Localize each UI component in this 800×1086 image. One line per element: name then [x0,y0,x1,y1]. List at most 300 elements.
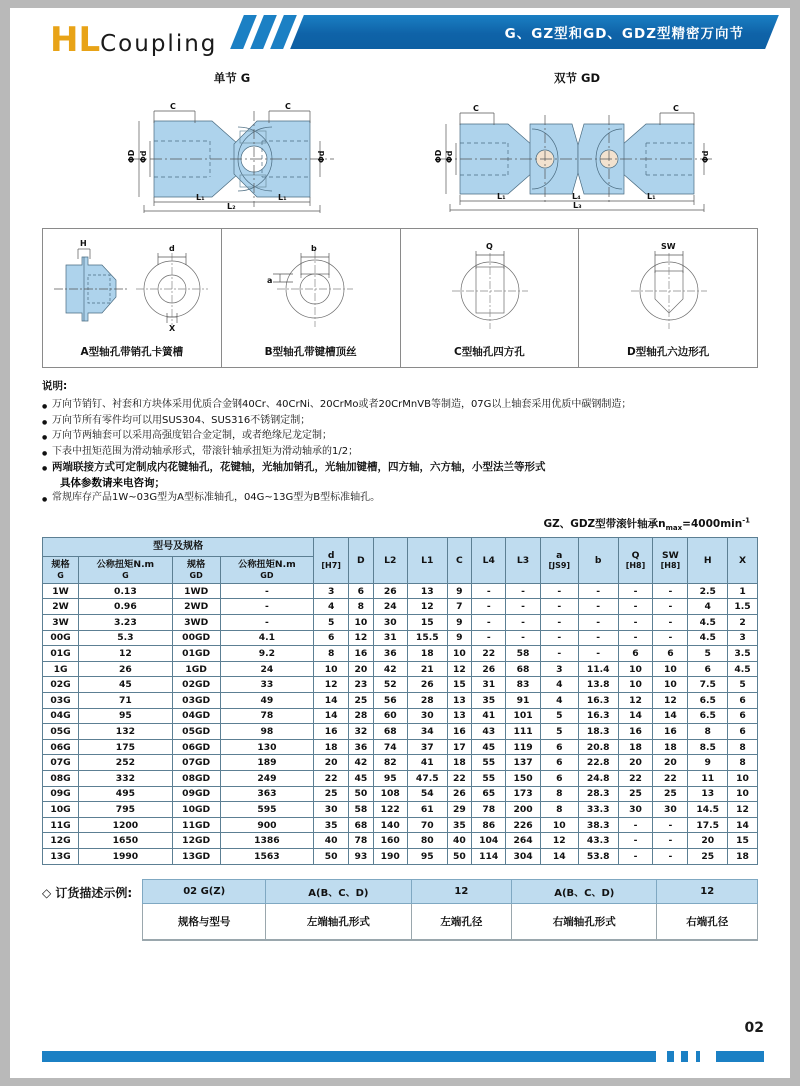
table-cell: 41 [472,708,506,724]
bore-type-panels [42,228,758,368]
technical-drawings [42,70,758,222]
col-Q [618,537,653,583]
col-torque-gd-sub: GD [260,570,274,580]
dim-l3: L₃ [573,201,582,210]
table-cell: - [618,583,653,599]
col-torque-g-sub: G [122,570,129,580]
table-cell: 10 [728,770,758,786]
table-cell: 200 [506,802,540,818]
col-spec-g-label: 规格 [51,559,70,571]
order-description-cell: 左端轴孔形式 [266,903,411,940]
table-row [43,708,758,724]
table-cell: 13 [688,786,728,802]
table-cell: 1 [728,583,758,599]
table-cell: 6 [540,739,578,755]
table-cell: 6 [688,661,728,677]
table-row [43,786,758,802]
table-cell: 20.8 [578,739,618,755]
table-cell: 9 [447,583,471,599]
table-cell: 26 [447,786,471,802]
table-cell: - [506,615,540,631]
table-cell: 18.3 [578,724,618,740]
table-cell: 35 [314,817,349,833]
col-a-sub: [JS9] [548,561,571,571]
table-cell: 12GD [172,833,220,849]
page-number: 02 [744,1020,764,1036]
order-description-row [143,903,758,940]
table-cell: - [540,583,578,599]
footer-bar-dash-1 [667,1051,674,1062]
table-cell: 12 [618,693,653,709]
table-cell: - [506,630,540,646]
table-cell: 16 [447,724,471,740]
table-cell: 06GD [172,739,220,755]
page-header [10,8,790,70]
table-cell: 22.8 [578,755,618,771]
table-cell: 42 [349,755,373,771]
note-item: ● 常规库存产品1W~03G型为A型标准轴孔，04G~13G型为B型标准轴孔。 [42,490,758,506]
table-cell: 53.8 [578,848,618,864]
notes-title: 说明: [42,380,68,392]
table-cell: 54 [407,786,447,802]
table-cell: 10GD [172,802,220,818]
table-cell: 09GD [172,786,220,802]
table-cell: 95 [373,770,407,786]
note-item: ● 下表中扭矩范围为滑动轴承形式，带滚针轴承扭矩为滑动轴承的1/2； [42,444,758,460]
table-cell: 6 [728,724,758,740]
table-cell: 11GD [172,817,220,833]
table-cell: 35 [447,817,471,833]
table-cell: 8 [728,755,758,771]
table-cell: 05GD [172,724,220,740]
rpm-note [10,516,750,532]
table-cell: - [653,817,688,833]
note-item: ● 万向节所有零件均可以用SUS304、SUS316不锈钢定制； [42,413,758,429]
table-cell: 8 [540,786,578,802]
bore-d-caption: D型轴孔六边形孔 [627,346,710,358]
table-cell: 60 [373,708,407,724]
table-cell: 22 [618,770,653,786]
footer-bar-dash-3 [696,1051,700,1062]
table-cell: 08G [43,770,79,786]
table-cell: 9 [688,755,728,771]
table-cell: 01GD [172,646,220,662]
table-cell: 137 [506,755,540,771]
table-cell: 25 [618,786,653,802]
table-cell: 95 [79,708,173,724]
spec-group-header: 型号及规格 [43,537,314,557]
table-cell: 68 [506,661,540,677]
table-cell: 8 [540,802,578,818]
table-cell: 1WD [172,583,220,599]
table-cell: 30 [407,708,447,724]
table-cell: 1.5 [728,599,758,615]
spec-table-group-row [43,537,758,557]
table-cell: 1386 [220,833,314,849]
table-cell: 10 [349,615,373,631]
table-cell: 28.3 [578,786,618,802]
table-cell: 130 [220,739,314,755]
table-cell: - [653,833,688,849]
col-torque-g [79,557,173,584]
table-cell: 05G [43,724,79,740]
col-a-label: a [556,549,563,561]
table-cell: 07G [43,755,79,771]
table-cell: 00G [43,630,79,646]
table-cell: 18 [653,739,688,755]
table-cell: - [578,630,618,646]
table-cell: 37 [407,739,447,755]
table-cell: 173 [506,786,540,802]
single-joint-svg [82,89,382,214]
table-cell: 10 [540,817,578,833]
col-d-label: d [327,549,335,561]
table-cell: - [618,817,653,833]
table-cell: 9 [447,615,471,631]
table-cell: 3.5 [728,646,758,662]
table-cell: 15.5 [407,630,447,646]
table-cell: - [578,615,618,631]
table-cell: 15 [407,615,447,631]
bore-d-svg [581,235,756,340]
table-cell: 189 [220,755,314,771]
table-cell: 10G [43,802,79,818]
table-cell: 24 [220,661,314,677]
table-cell: 22 [314,770,349,786]
table-row [43,646,758,662]
dim-c-right: C [673,104,679,113]
dim-l1-left: L₁ [196,193,205,202]
table-cell: 1200 [79,817,173,833]
table-cell: - [540,646,578,662]
dim-l1-right: L₁ [278,193,287,202]
dim-phi-d-inner-left: Φd [445,150,454,163]
table-cell: 40 [314,833,349,849]
table-cell: 11.4 [578,661,618,677]
table-cell: 2 [728,615,758,631]
table-cell: 25 [314,786,349,802]
table-cell: 17 [447,739,471,755]
table-cell: 8 [688,724,728,740]
table-cell: 16 [653,724,688,740]
table-cell: - [220,615,314,631]
col-spec-gd-label: 规格 [186,559,206,571]
order-code-cell: A(B、C、D) [512,879,657,903]
table-cell: 9.2 [220,646,314,662]
table-cell: 22 [472,646,506,662]
table-cell: 38.3 [578,817,618,833]
table-cell: 25 [688,848,728,864]
table-cell: 14 [314,708,349,724]
table-cell: 02GD [172,677,220,693]
table-cell: 9 [447,630,471,646]
col-b: b [578,537,618,583]
table-cell: 50 [349,786,373,802]
table-row [43,770,758,786]
table-cell: 264 [506,833,540,849]
drawing-single-joint [82,70,382,219]
table-cell: 14.5 [688,802,728,818]
header-banner [235,15,772,49]
note-item: ● 万向节销钉、衬套和方块体采用优质合金钢40Cr、40CrNi、20CrMo或者20CrMnVB等制造，07G以上轴套采用优质中碳钢制造； [42,397,758,413]
col-D: D [349,537,373,583]
bore-c-svg [402,235,577,340]
table-cell: 332 [79,770,173,786]
table-cell: 13G [43,848,79,864]
table-cell: 24 [373,599,407,615]
table-cell: 108 [373,786,407,802]
table-row [43,724,758,740]
table-cell: 18 [314,739,349,755]
table-cell: 71 [79,693,173,709]
table-cell: 5 [314,615,349,631]
bore-b-caption: B型轴孔带键槽顶丝 [264,346,357,358]
table-cell: 52 [373,677,407,693]
dim-phi-d-outer: ΦD [127,149,136,163]
table-cell: 36 [349,739,373,755]
table-cell: 1G [43,661,79,677]
table-cell: 08GD [172,770,220,786]
footer-bar-main [42,1051,656,1062]
table-cell: 6 [728,693,758,709]
bore-a-dim-h: H [80,239,88,248]
table-cell: - [653,848,688,864]
table-cell: 14 [618,708,653,724]
table-cell: 900 [220,817,314,833]
col-H: H [688,537,728,583]
table-cell: 82 [373,755,407,771]
table-cell: 33.3 [578,802,618,818]
table-cell: 47.5 [407,770,447,786]
table-cell: 1990 [79,848,173,864]
table-cell: 8.5 [688,739,728,755]
col-spec-g [43,557,79,584]
table-cell: 43.3 [578,833,618,849]
table-cell: 30 [373,615,407,631]
table-row [43,677,758,693]
bore-a-dim-x: X [169,324,176,333]
table-cell: 12 [540,833,578,849]
table-cell: 12 [79,646,173,662]
dim-c-left: C [473,104,479,113]
note-item: ● 万向节两轴套可以采用高强度铝合金定制，或者绝缘尼龙定制； [42,428,758,444]
bore-a-caption: A型轴孔带销孔卡簧槽 [80,346,184,358]
table-row [43,817,758,833]
dim-c-right: C [285,102,291,111]
table-cell: 26 [472,661,506,677]
table-cell: 4 [688,599,728,615]
table-cell: 28 [407,693,447,709]
table-cell: 12 [728,802,758,818]
table-cell: 93 [349,848,373,864]
table-cell: 13.8 [578,677,618,693]
col-sw-label: SW [662,549,679,561]
table-cell: 4 [540,677,578,693]
col-SW [653,537,688,583]
dim-l1-right: L₁ [647,192,656,201]
table-cell: 26 [407,677,447,693]
table-cell: - [618,848,653,864]
table-cell: 10 [618,677,653,693]
table-cell: 09G [43,786,79,802]
order-example-section [42,879,758,941]
table-cell: 6.5 [688,693,728,709]
logo-hl-text: HL [50,20,101,60]
table-cell: 01G [43,646,79,662]
bore-a-dim-d: d [169,244,176,253]
col-d [314,537,349,583]
table-cell: 5.3 [79,630,173,646]
table-cell: 1650 [79,833,173,849]
table-cell: - [472,599,506,615]
col-sw-sub: [H8] [660,561,681,571]
table-cell: 20 [653,755,688,771]
banner-title: G、GZ型和GD、GDZ型精密万向节 [504,26,744,42]
table-cell: 58 [349,802,373,818]
bore-type-b [222,229,401,367]
order-description-cell: 规格与型号 [143,903,266,940]
table-cell: 17.5 [688,817,728,833]
table-cell: 02G [43,677,79,693]
table-cell: 20 [688,833,728,849]
spec-table-head [43,537,758,583]
col-torque-gd [220,557,314,584]
table-cell: 23 [349,677,373,693]
table-cell: 30 [314,802,349,818]
table-cell: 03G [43,693,79,709]
table-cell: 4.5 [688,630,728,646]
order-example-table [142,879,758,941]
table-cell: 20 [314,755,349,771]
col-L4: L4 [472,537,506,583]
table-cell: 14 [728,817,758,833]
table-cell: 12 [447,661,471,677]
table-cell: 2WD [172,599,220,615]
table-cell: 3W [43,615,79,631]
table-row [43,661,758,677]
table-cell: - [653,583,688,599]
table-cell: 55 [472,770,506,786]
table-cell: 31 [373,630,407,646]
table-cell: 06G [43,739,79,755]
rpm-note-value: =4000min [682,517,743,530]
table-cell: 30 [618,802,653,818]
note-item: ● 两端联接方式可定制成内花键轴孔，花键轴，光轴加销孔，光轴加键槽，四方轴，六方轴，小型法兰等形式 [42,459,758,475]
table-row [43,615,758,631]
table-cell: 45 [349,770,373,786]
table-cell: 13 [447,708,471,724]
table-cell: 22 [447,770,471,786]
table-cell: 31 [472,677,506,693]
table-cell: 20 [618,755,653,771]
table-cell: 07GD [172,755,220,771]
table-cell: 132 [79,724,173,740]
table-cell: 6 [349,583,373,599]
table-cell: 14 [653,708,688,724]
table-cell: 16.3 [578,708,618,724]
table-cell: - [653,615,688,631]
table-cell: 26 [373,583,407,599]
table-cell: 150 [506,770,540,786]
table-cell: 10 [653,677,688,693]
table-cell: 140 [373,817,407,833]
table-cell: 6.5 [688,708,728,724]
table-row [43,848,758,864]
bore-a-svg [44,235,219,340]
dim-phi-d-outer: ΦD [434,149,443,163]
col-q-sub: [H8] [625,561,646,571]
order-table-body [143,879,758,940]
table-cell: 18 [618,739,653,755]
table-cell: 42 [373,661,407,677]
col-d-sub: [H7] [321,561,341,571]
table-cell: 12 [407,599,447,615]
table-cell: 5 [540,724,578,740]
bore-type-c [401,229,580,367]
table-cell: 14 [540,848,578,864]
table-cell: 18 [728,848,758,864]
col-spec-gd [172,557,220,584]
table-cell: 32 [349,724,373,740]
table-cell: 304 [506,848,540,864]
table-cell: 18 [407,646,447,662]
dim-l1-left: L₁ [497,192,506,201]
table-cell: 111 [506,724,540,740]
bore-d-dim-sw: SW [660,242,676,251]
table-cell: 86 [472,817,506,833]
table-cell: 83 [506,677,540,693]
table-cell: 95 [407,848,447,864]
table-cell: - [578,599,618,615]
table-cell: 34 [407,724,447,740]
col-spec-g-sub: G [57,570,64,580]
drawing-double-joint [412,70,742,219]
table-cell: - [472,615,506,631]
table-cell: 3 [314,583,349,599]
order-description-cell: 右端轴孔形式 [512,903,657,940]
table-cell: 7 [447,599,471,615]
table-row [43,630,758,646]
table-cell: 03GD [172,693,220,709]
table-cell: 13 [407,583,447,599]
table-cell: 11G [43,817,79,833]
table-cell: 122 [373,802,407,818]
table-cell: 20 [349,661,373,677]
rpm-note-sup: -1 [742,516,750,525]
table-cell: 6 [728,708,758,724]
table-cell: 04G [43,708,79,724]
table-cell: 12 [349,630,373,646]
datasheet-page [10,8,790,1078]
table-cell: 595 [220,802,314,818]
table-cell: 5 [688,646,728,662]
table-cell: 45 [472,739,506,755]
brand-logo [50,20,217,60]
table-cell: - [540,615,578,631]
table-cell: - [578,646,618,662]
table-cell: 12G [43,833,79,849]
table-cell: 4 [540,693,578,709]
spec-table-body [43,583,758,864]
table-cell: 0.13 [79,583,173,599]
table-cell: 11 [688,770,728,786]
table-cell: 4 [314,599,349,615]
bore-b-svg [223,235,398,340]
table-cell: 78 [349,833,373,849]
table-cell: 795 [79,802,173,818]
table-cell: 119 [506,739,540,755]
table-cell: 16 [618,724,653,740]
